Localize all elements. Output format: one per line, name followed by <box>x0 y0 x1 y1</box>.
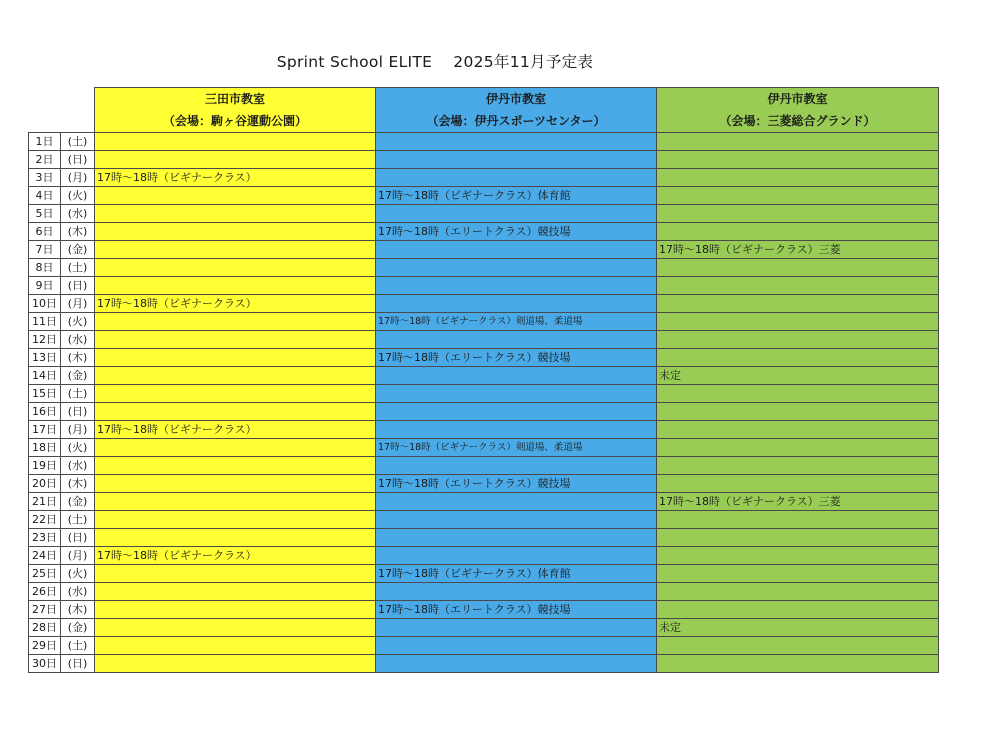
weekday-cell: (火) <box>61 439 95 457</box>
itami-sports-cell <box>376 403 657 421</box>
mita-cell <box>95 313 376 331</box>
itami-mitsubishi-cell <box>657 655 939 673</box>
itami-sports-cell <box>376 169 657 187</box>
itami-sports-cell: 17時～18時（ビギナークラス）剣道場、柔道場 <box>376 313 657 331</box>
day-cell: 26日 <box>29 583 61 601</box>
itami-mitsubishi-cell <box>657 475 939 493</box>
itami-sports-cell <box>376 367 657 385</box>
table-row <box>29 313 939 331</box>
table-row <box>29 403 939 421</box>
day-cell: 3日 <box>29 169 61 187</box>
table-row <box>29 223 939 241</box>
weekday-cell: (木) <box>61 349 95 367</box>
venue-name-itami-sports: 伊丹市教室 <box>376 88 657 111</box>
table-row <box>29 151 939 169</box>
itami-sports-cell: 17時～18時（ビギナークラス）剣道場、柔道場 <box>376 439 657 457</box>
itami-mitsubishi-cell: 未定 <box>657 619 939 637</box>
table-row <box>29 529 939 547</box>
schedule-body <box>29 133 939 673</box>
weekday-cell: (金) <box>61 241 95 259</box>
weekday-cell: (水) <box>61 583 95 601</box>
mita-cell <box>95 385 376 403</box>
itami-sports-cell: 17時～18時（ビギナークラス）体育館 <box>376 565 657 583</box>
weekday-cell: (日) <box>61 151 95 169</box>
itami-mitsubishi-cell <box>657 583 939 601</box>
weekday-cell: (水) <box>61 457 95 475</box>
day-cell: 29日 <box>29 637 61 655</box>
table-row <box>29 493 939 511</box>
weekday-cell: (水) <box>61 205 95 223</box>
mita-cell <box>95 331 376 349</box>
itami-sports-cell: 17時～18時（エリートクラス）競技場 <box>376 349 657 367</box>
mita-cell <box>95 223 376 241</box>
day-cell: 24日 <box>29 547 61 565</box>
day-cell: 20日 <box>29 475 61 493</box>
itami-mitsubishi-cell <box>657 151 939 169</box>
itami-sports-cell <box>376 133 657 151</box>
itami-mitsubishi-cell <box>657 403 939 421</box>
table-row <box>29 637 939 655</box>
itami-sports-cell <box>376 637 657 655</box>
table-row <box>29 655 939 673</box>
itami-mitsubishi-cell <box>657 511 939 529</box>
day-cell: 18日 <box>29 439 61 457</box>
mita-cell: 17時～18時（ビギナークラス） <box>95 547 376 565</box>
day-cell: 30日 <box>29 655 61 673</box>
table-row <box>29 547 939 565</box>
weekday-cell: (月) <box>61 169 95 187</box>
itami-mitsubishi-cell <box>657 259 939 277</box>
table-row <box>29 367 939 385</box>
table-row <box>29 565 939 583</box>
table-row <box>29 241 939 259</box>
mita-cell: 17時～18時（ビギナークラス） <box>95 169 376 187</box>
itami-sports-cell <box>376 295 657 313</box>
day-cell: 9日 <box>29 277 61 295</box>
itami-mitsubishi-cell <box>657 349 939 367</box>
itami-sports-cell: 17時～18時（エリートクラス）競技場 <box>376 475 657 493</box>
itami-sports-cell <box>376 511 657 529</box>
itami-sports-cell <box>376 151 657 169</box>
venue-name-itami-mitsubishi: 伊丹市教室 <box>657 88 939 111</box>
mita-cell <box>95 151 376 169</box>
mita-cell <box>95 619 376 637</box>
day-cell: 23日 <box>29 529 61 547</box>
weekday-cell: (木) <box>61 601 95 619</box>
day-cell: 11日 <box>29 313 61 331</box>
itami-mitsubishi-cell: 未定 <box>657 367 939 385</box>
itami-sports-cell: 17時～18時（エリートクラス）競技場 <box>376 223 657 241</box>
table-row <box>29 259 939 277</box>
table-row <box>29 421 939 439</box>
day-cell: 16日 <box>29 403 61 421</box>
day-cell: 8日 <box>29 259 61 277</box>
weekday-cell: (水) <box>61 331 95 349</box>
mita-cell <box>95 277 376 295</box>
day-cell: 21日 <box>29 493 61 511</box>
day-cell: 10日 <box>29 295 61 313</box>
day-cell: 19日 <box>29 457 61 475</box>
mita-cell: 17時～18時（ビギナークラス） <box>95 295 376 313</box>
itami-mitsubishi-cell <box>657 439 939 457</box>
itami-sports-cell <box>376 205 657 223</box>
itami-mitsubishi-cell <box>657 169 939 187</box>
mita-cell <box>95 349 376 367</box>
itami-mitsubishi-cell: 17時～18時（ビギナークラス）三菱 <box>657 241 939 259</box>
table-row <box>29 583 939 601</box>
itami-sports-cell <box>376 241 657 259</box>
day-cell: 17日 <box>29 421 61 439</box>
itami-sports-cell <box>376 457 657 475</box>
mita-cell <box>95 133 376 151</box>
table-row <box>29 457 939 475</box>
weekday-cell: (木) <box>61 475 95 493</box>
weekday-cell: (金) <box>61 619 95 637</box>
day-cell: 14日 <box>29 367 61 385</box>
table-row <box>29 133 939 151</box>
table-row <box>29 619 939 637</box>
mita-cell <box>95 475 376 493</box>
venue-place-row <box>29 110 939 133</box>
mita-cell <box>95 205 376 223</box>
day-cell: 12日 <box>29 331 61 349</box>
mita-cell <box>95 493 376 511</box>
weekday-cell: (火) <box>61 313 95 331</box>
itami-mitsubishi-cell <box>657 205 939 223</box>
day-cell: 25日 <box>29 565 61 583</box>
weekday-cell: (金) <box>61 493 95 511</box>
itami-mitsubishi-cell <box>657 457 939 475</box>
schedule-table <box>28 87 939 673</box>
day-cell: 28日 <box>29 619 61 637</box>
table-row <box>29 295 939 313</box>
itami-sports-cell <box>376 331 657 349</box>
weekday-cell: (土) <box>61 133 95 151</box>
day-cell: 2日 <box>29 151 61 169</box>
itami-mitsubishi-cell <box>657 637 939 655</box>
mita-cell <box>95 529 376 547</box>
day-cell: 15日 <box>29 385 61 403</box>
table-row <box>29 601 939 619</box>
mita-cell <box>95 637 376 655</box>
day-cell: 13日 <box>29 349 61 367</box>
weekday-cell: (土) <box>61 385 95 403</box>
itami-sports-cell <box>376 529 657 547</box>
table-row <box>29 511 939 529</box>
itami-sports-cell: 17時～18時（ビギナークラス）体育館 <box>376 187 657 205</box>
table-row <box>29 187 939 205</box>
corner-blank <box>29 88 95 133</box>
itami-mitsubishi-cell: 17時～18時（ビギナークラス）三菱 <box>657 493 939 511</box>
itami-sports-cell <box>376 421 657 439</box>
itami-mitsubishi-cell <box>657 133 939 151</box>
mita-cell <box>95 511 376 529</box>
mita-cell <box>95 367 376 385</box>
venue-name-row <box>29 88 939 111</box>
weekday-cell: (日) <box>61 403 95 421</box>
weekday-cell: (月) <box>61 421 95 439</box>
venue-place-itami-mitsubishi: （会場：三菱総合グランド） <box>657 110 939 133</box>
weekday-cell: (火) <box>61 187 95 205</box>
itami-mitsubishi-cell <box>657 187 939 205</box>
mita-cell <box>95 583 376 601</box>
weekday-cell: (日) <box>61 655 95 673</box>
venue-place-itami-sports: （会場：伊丹スポーツセンター） <box>376 110 657 133</box>
day-cell: 5日 <box>29 205 61 223</box>
itami-mitsubishi-cell <box>657 601 939 619</box>
itami-mitsubishi-cell <box>657 385 939 403</box>
itami-sports-cell <box>376 547 657 565</box>
itami-sports-cell <box>376 655 657 673</box>
itami-sports-cell <box>376 259 657 277</box>
itami-mitsubishi-cell <box>657 547 939 565</box>
table-row <box>29 475 939 493</box>
weekday-cell: (金) <box>61 367 95 385</box>
venue-place-mita: （会場：駒ヶ谷運動公園） <box>95 110 376 133</box>
table-row <box>29 385 939 403</box>
mita-cell: 17時～18時（ビギナークラス） <box>95 421 376 439</box>
table-row <box>29 439 939 457</box>
day-cell: 7日 <box>29 241 61 259</box>
weekday-cell: (月) <box>61 547 95 565</box>
itami-mitsubishi-cell <box>657 223 939 241</box>
weekday-cell: (土) <box>61 259 95 277</box>
table-row <box>29 205 939 223</box>
day-cell: 1日 <box>29 133 61 151</box>
day-cell: 4日 <box>29 187 61 205</box>
itami-mitsubishi-cell <box>657 313 939 331</box>
day-cell: 6日 <box>29 223 61 241</box>
weekday-cell: (土) <box>61 511 95 529</box>
mita-cell <box>95 565 376 583</box>
itami-mitsubishi-cell <box>657 565 939 583</box>
table-row <box>29 277 939 295</box>
itami-mitsubishi-cell <box>657 529 939 547</box>
itami-mitsubishi-cell <box>657 331 939 349</box>
weekday-cell: (火) <box>61 565 95 583</box>
venue-name-mita: 三田市教室 <box>95 88 376 111</box>
mita-cell <box>95 601 376 619</box>
weekday-cell: (木) <box>61 223 95 241</box>
mita-cell <box>95 457 376 475</box>
mita-cell <box>95 655 376 673</box>
itami-sports-cell: 17時～18時（エリートクラス）競技場 <box>376 601 657 619</box>
mita-cell <box>95 241 376 259</box>
page-title: Sprint School ELITE 2025年11月予定表 <box>276 53 594 71</box>
itami-sports-cell <box>376 583 657 601</box>
mita-cell <box>95 403 376 421</box>
table-row <box>29 349 939 367</box>
itami-sports-cell <box>376 619 657 637</box>
day-cell: 22日 <box>29 511 61 529</box>
itami-sports-cell <box>376 277 657 295</box>
mita-cell <box>95 259 376 277</box>
itami-mitsubishi-cell <box>657 277 939 295</box>
itami-sports-cell <box>376 493 657 511</box>
itami-mitsubishi-cell <box>657 295 939 313</box>
mita-cell <box>95 187 376 205</box>
mita-cell <box>95 439 376 457</box>
table-row <box>29 331 939 349</box>
table-row <box>29 169 939 187</box>
itami-sports-cell <box>376 385 657 403</box>
itami-mitsubishi-cell <box>657 421 939 439</box>
weekday-cell: (土) <box>61 637 95 655</box>
day-cell: 27日 <box>29 601 61 619</box>
weekday-cell: (月) <box>61 295 95 313</box>
weekday-cell: (日) <box>61 277 95 295</box>
weekday-cell: (日) <box>61 529 95 547</box>
